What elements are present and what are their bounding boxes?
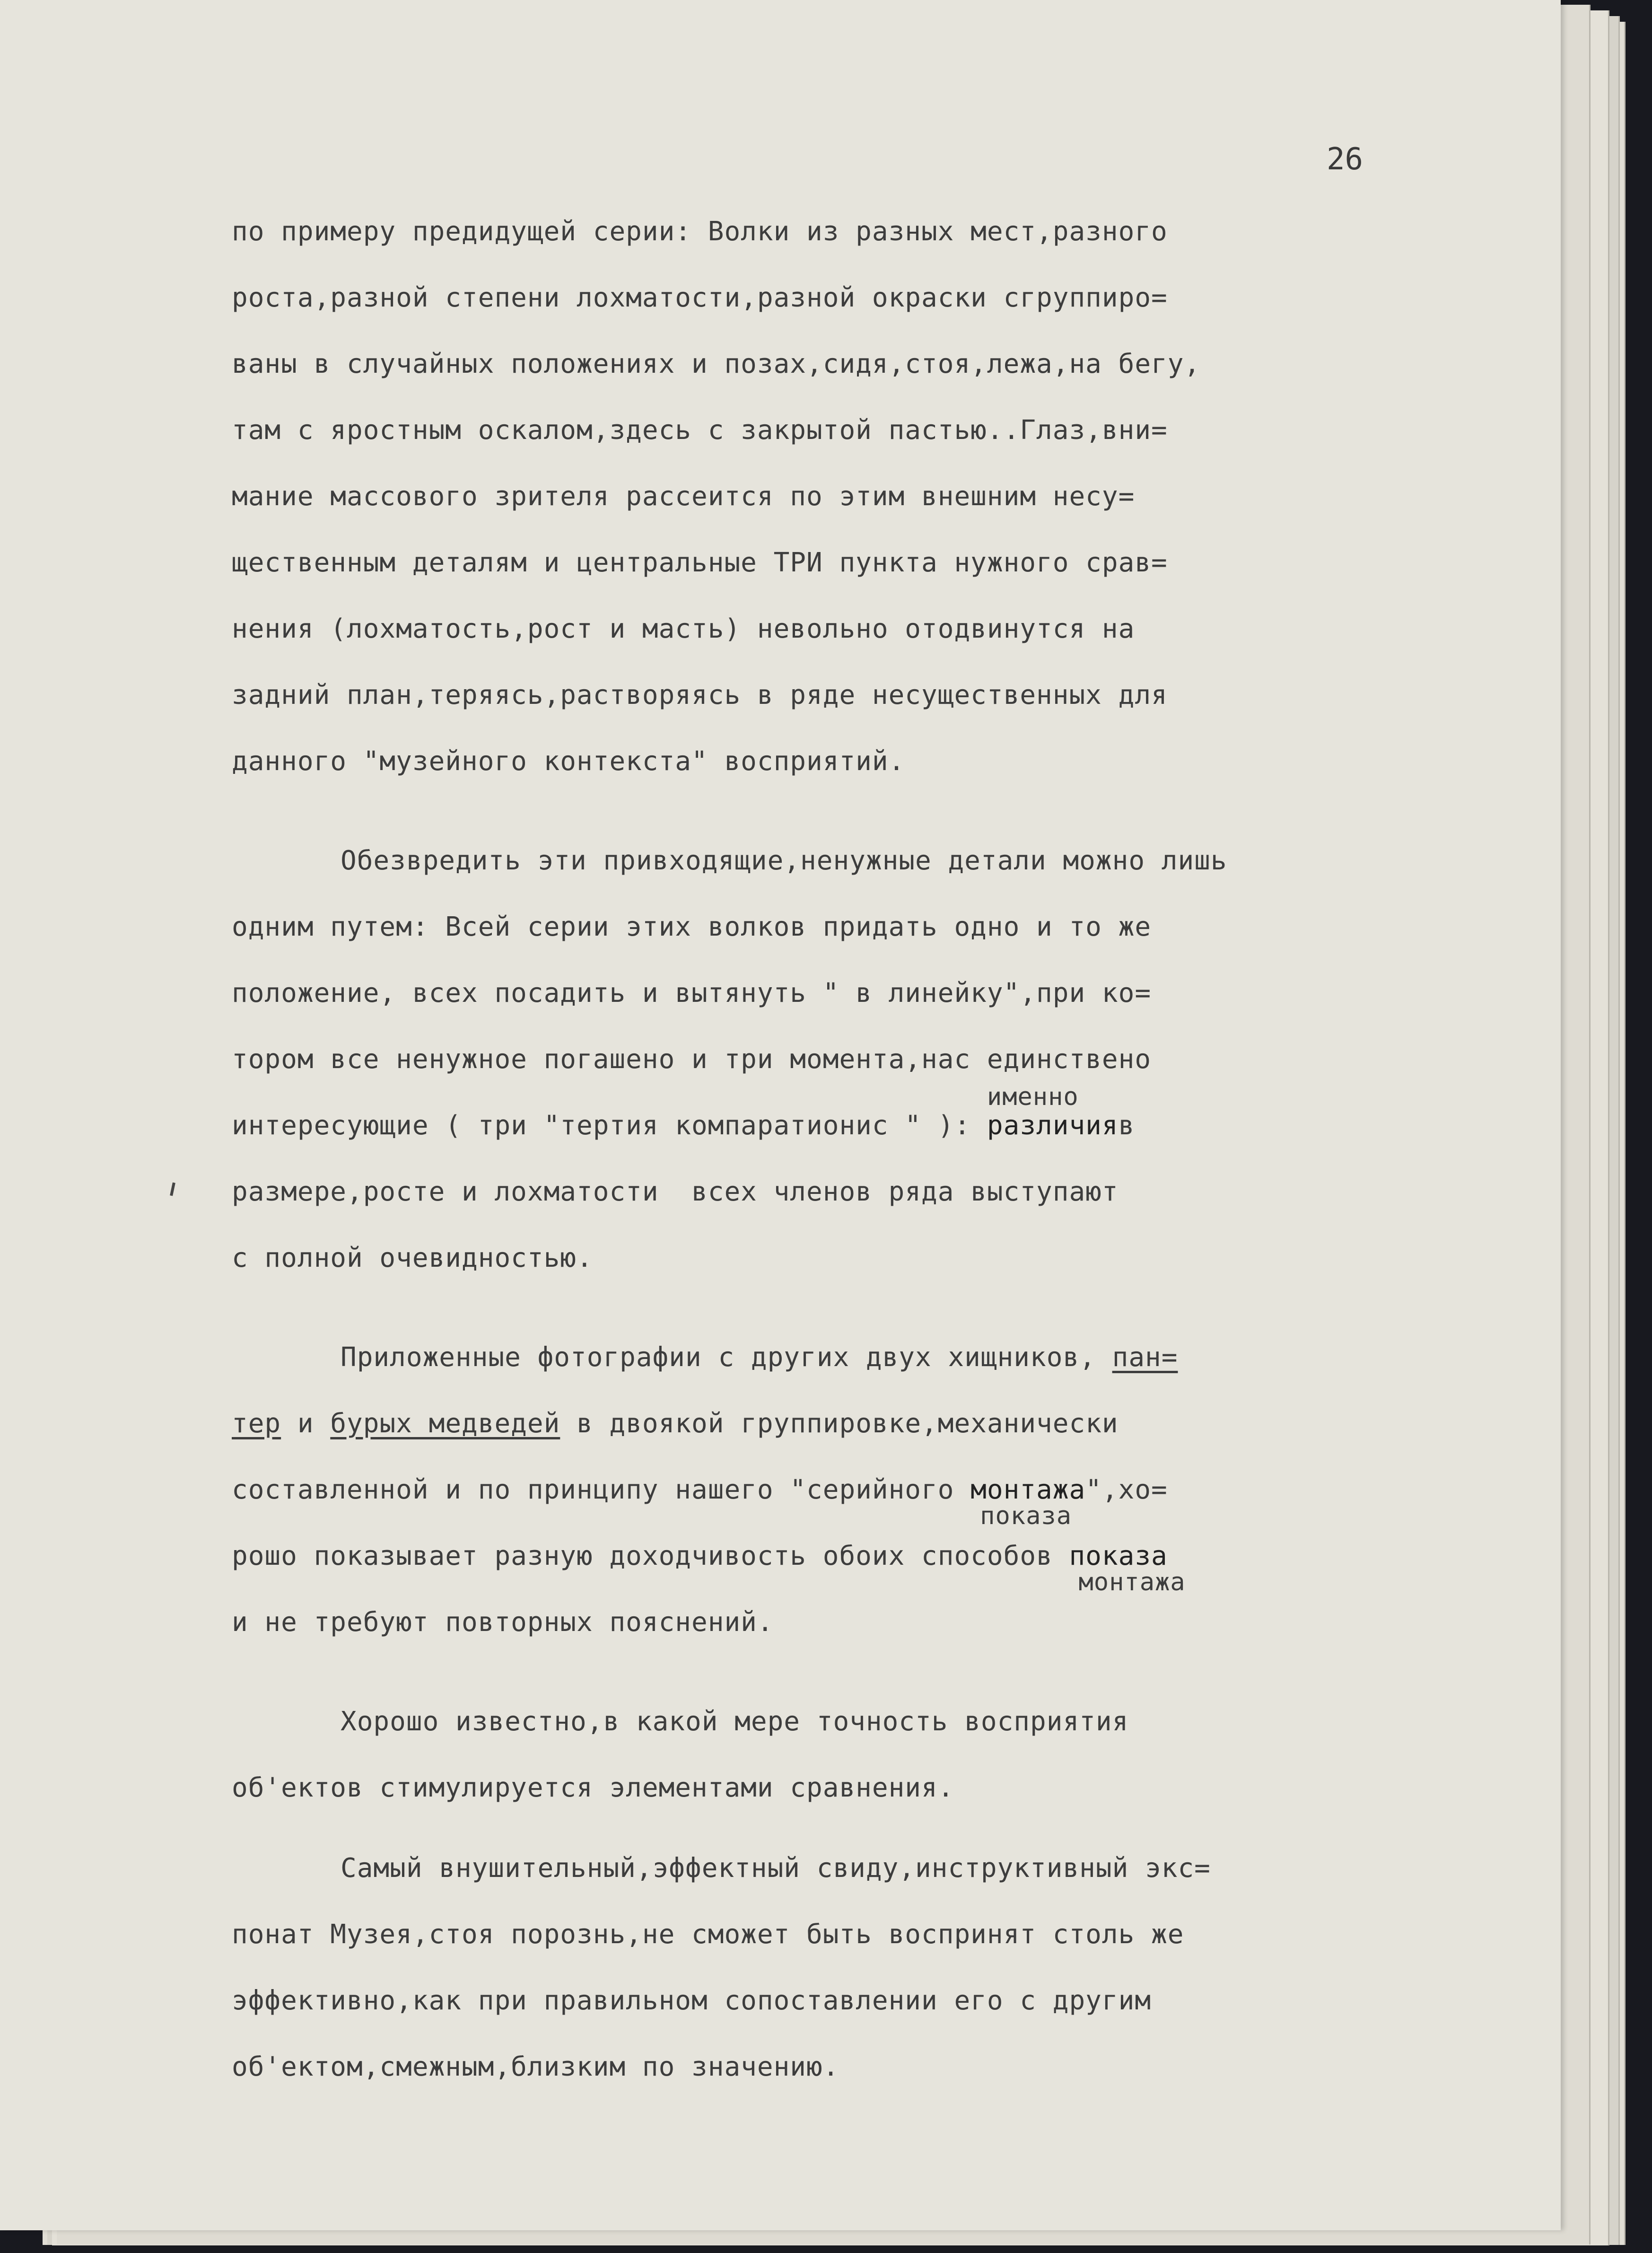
paragraph-5 bbox=[232, 1835, 1480, 2100]
text-run: интересующие ( три "тертия компаратионис " ): bbox=[232, 1110, 987, 1141]
underlined-word: бурых медведей bbox=[330, 1408, 560, 1439]
text-line: ваны в случайных положениях и позах,сидя,стоя,лежа,на бегу, bbox=[232, 349, 1201, 379]
correction bbox=[987, 1083, 1119, 1141]
text-line: Самый внушительный,эффектный свиду,инструктивный экс= bbox=[341, 1853, 1211, 1884]
page-number: 26 bbox=[1327, 142, 1364, 177]
text-run: ",хо= bbox=[1085, 1474, 1168, 1505]
text-line bbox=[232, 1523, 1480, 1596]
typed-text-body bbox=[232, 199, 1480, 2133]
paragraph-2 bbox=[232, 828, 1480, 1291]
correction bbox=[970, 1474, 1086, 1530]
text-line: данного "музейного контекста" восприятий. bbox=[232, 746, 905, 777]
text-line: и не требуют повторных пояснений. bbox=[232, 1607, 774, 1638]
text-line: Обезвредить эти привходящие,ненужные детали можно лишь bbox=[341, 845, 1227, 876]
paragraph-4 bbox=[232, 1689, 1480, 1821]
text-line: тором все ненужное погашено и три момента,нас единствено bbox=[232, 1044, 1152, 1075]
text-line: задний план,теряясь,растворяясь в ряде несущественных для bbox=[232, 680, 1168, 710]
text-run: в bbox=[1118, 1110, 1135, 1141]
underlined-word: тер bbox=[232, 1408, 281, 1439]
text-line: щественным деталям и центральные ТРИ пункта нужного срав= bbox=[232, 547, 1168, 578]
correction bbox=[1069, 1541, 1186, 1596]
text-run: рошо показывает разную доходчивость обоих способов bbox=[232, 1541, 1069, 1571]
text-line: с полной очевидностью. bbox=[232, 1243, 593, 1273]
text-line: по примеру предидущей серии: Волки из разных мест,разного bbox=[232, 216, 1168, 247]
text-line: об'ектов стимулируется элементами сравнения. bbox=[232, 1772, 954, 1803]
text-line bbox=[232, 1457, 1480, 1530]
text-run: и bbox=[281, 1408, 331, 1439]
overstruck-word: различия bbox=[987, 1110, 1119, 1141]
text-line: положение, всех посадить и вытянуть " в линейку",при ко= bbox=[232, 978, 1152, 1008]
inserted-word: монтажа bbox=[1078, 1568, 1186, 1596]
inserted-word: именно bbox=[987, 1083, 1079, 1111]
text-run: в двоякой группировке,механически bbox=[560, 1408, 1119, 1439]
paragraph-1 bbox=[232, 199, 1480, 795]
text-line: эффективно,как при правильном сопоставлении его с другим bbox=[232, 1985, 1152, 2016]
inserted-word: показа bbox=[980, 1502, 1072, 1530]
text-line: размере,росте и лохматости всех членов ряда выступают bbox=[232, 1176, 1119, 1207]
overstruck-word: показа bbox=[1069, 1541, 1168, 1571]
text-line bbox=[232, 1083, 1480, 1159]
paragraph-3 bbox=[232, 1324, 1480, 1656]
text-line: понат Музея,стоя порознь,не сможет быть воспринят столь же bbox=[232, 1919, 1184, 1950]
text-run: Приложенные фотографии с других двух хищников, bbox=[341, 1342, 1112, 1373]
text-line: одним путем: Всей серии этих волков придать одно и то же bbox=[232, 912, 1152, 942]
text-line: об'ектом,смежным,близким по значению. bbox=[232, 2051, 839, 2082]
text-run: составленной и по принципу нашего "серийного bbox=[232, 1474, 971, 1505]
text-line bbox=[232, 1391, 1480, 1457]
text-line: там с яростным оскалом,здесь с закрытой пастью..Глаз,вни= bbox=[232, 415, 1168, 446]
text-line: мание массового зрителя рассеится по этим внешним несу= bbox=[232, 481, 1135, 512]
text-line: роста,разной степени лохматости,разной окраски сгруппиро= bbox=[232, 282, 1168, 313]
stray-ink-mark bbox=[170, 1183, 175, 1196]
underlined-word: пан= bbox=[1112, 1342, 1178, 1373]
text-line: Хорошо известно,в какой мере точность восприятия bbox=[341, 1706, 1129, 1737]
text-line: нения (лохматость,рост и масть) невольно отодвинутся на bbox=[232, 614, 1135, 644]
overstruck-word: монтажа bbox=[970, 1474, 1086, 1505]
text-line bbox=[232, 1324, 1480, 1391]
